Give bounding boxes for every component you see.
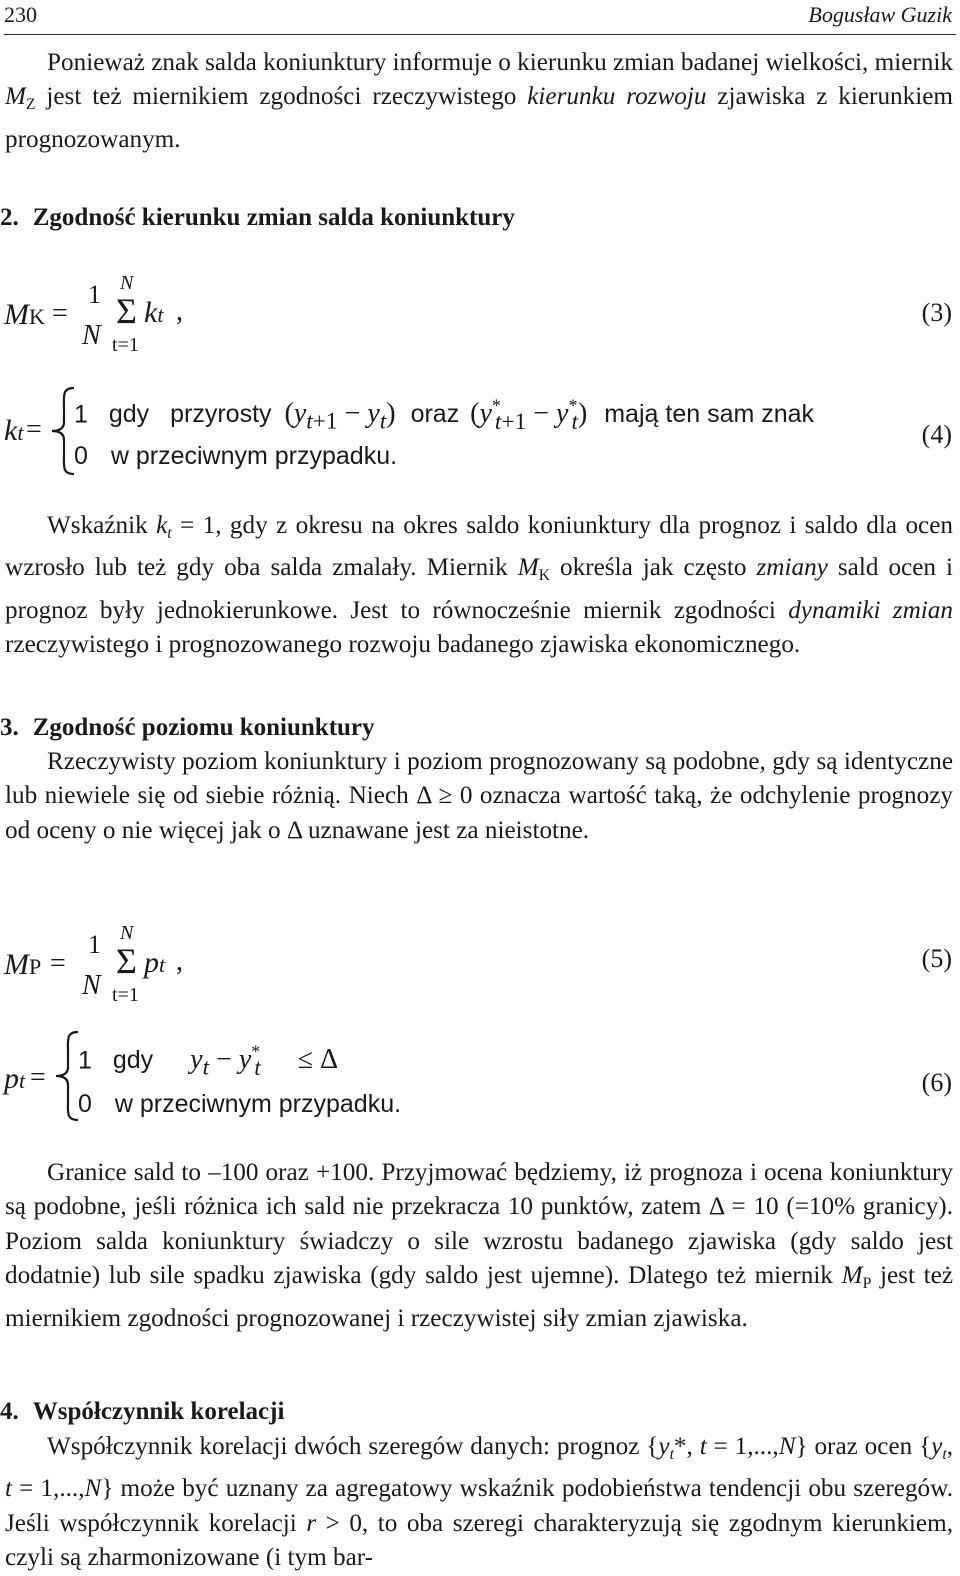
symbol-t: t — [5, 1475, 12, 1503]
text-run: Współczynnik korelacji dwóch szeregów danych: prognoz { — [47, 1433, 659, 1460]
case-word: w przeciwnym przypadku. — [110, 442, 398, 470]
fraction-numerator: 1 — [88, 930, 101, 959]
equation-6 — [0, 1026, 960, 1126]
paragraph-bounds — [5, 1156, 953, 1336]
symbol-n: N — [84, 1475, 102, 1503]
case-word: przyrosty — [170, 400, 272, 429]
text-run: , — [946, 1433, 953, 1460]
eq6-lhs: pt — [4, 1062, 26, 1095]
paragraph-level — [5, 745, 953, 848]
text-run: } może być uznany za agregatowy wskaźnik podobieństwa tendencji obu szeregów. Jeśli współczynnik korelacji — [5, 1475, 953, 1537]
equation-3 — [0, 268, 960, 368]
symbol-k: k — [156, 512, 168, 539]
equation-number: (4) — [921, 420, 952, 449]
fraction-numerator: 1 — [88, 280, 101, 309]
subscript: t — [942, 1445, 947, 1463]
equation-number: (6) — [921, 1068, 952, 1097]
comma: , — [176, 296, 183, 327]
equation-5 — [0, 918, 960, 1018]
text-run: Granice sald to –100 oraz +100. Przyjmować będziemy, iż prognoza i ocena koniunktury są podobne, jeśli różnica ich sald nie przekracza 10 punktów, zatem Δ = 10 (=10% granicy). Poziom salda koniunktury świadczy o sile wzrostu badanego zjawiska (gdy saldo jest dodatnie) lub sile spadku zjawiska (gdy saldo jest ujemne). Dlatego też miernik — [5, 1159, 953, 1290]
text-run: jest też miernikiem zgodności rzeczywistego — [35, 83, 528, 111]
case-2 — [74, 442, 397, 471]
comma: , — [176, 946, 183, 977]
emphasis: dynamiki zmian — [788, 596, 953, 624]
section-number: 4. — [0, 1398, 19, 1425]
text-run: jest też miernikiem zgodności prognozowanej i rzeczywistej siły zmian zjawiska. — [5, 1262, 953, 1332]
emphasis: kierunku rozwoju — [527, 83, 707, 111]
case-2 — [78, 1090, 401, 1119]
text-run: = 1,..., — [706, 1433, 779, 1460]
symbol-m: M — [841, 1262, 863, 1290]
case-word: mają ten sam znak — [604, 400, 815, 429]
subscript: K — [538, 567, 551, 585]
case-word: oraz — [410, 400, 460, 429]
equation-4 — [0, 384, 960, 484]
symbol-n: N — [778, 1433, 796, 1460]
section-title: Współczynnik korelacji — [32, 1398, 285, 1425]
running-header — [4, 0, 956, 35]
section-heading-3 — [0, 714, 375, 742]
relation: ≤ Δ — [297, 1044, 339, 1076]
case-word: gdy — [108, 400, 150, 429]
running-author: Bogusław Guzik — [808, 2, 952, 27]
sum-lower-limit: t=1 — [112, 334, 139, 356]
section-title: Zgodność kierunku zmian salda koniunktury — [32, 204, 515, 231]
equals-sign: = — [52, 298, 68, 329]
equation-number: (3) — [921, 298, 952, 327]
case-word: w przeciwnym przypadku. — [114, 1090, 402, 1118]
fraction-denominator: N — [82, 320, 101, 351]
case-value: 0 — [78, 1090, 92, 1118]
fraction-denominator: N — [82, 970, 101, 1001]
symbol-r: r — [306, 1509, 317, 1537]
page-number: 230 — [4, 2, 37, 27]
eq5-lhs: MP — [4, 948, 42, 981]
sum-upper-limit: N — [120, 922, 134, 944]
symbol-m: M — [517, 554, 539, 582]
text-run: *, — [673, 1433, 700, 1460]
text-run: Rzeczywisty poziom koniunktury i poziom prognozowany są podobne, gdy są identyczne lub niewiele się od siebie różnią. Niech Δ ≥ 0 oznacza wartość taką, że odchylenie prognozy od oceny o nie więcej jak o Δ uznawane jest za nieistotne. — [5, 748, 953, 844]
section-number: 3. — [0, 714, 19, 741]
symbol-y: y — [658, 1433, 670, 1460]
section-heading-2 — [0, 204, 515, 232]
difference-expression: $y_t - y^*_t$ — [190, 1042, 261, 1081]
sum-sign: Σ — [116, 941, 137, 981]
paragraph-kt — [5, 509, 953, 663]
sum-upper-limit: N — [120, 272, 134, 294]
equation-number: (5) — [921, 944, 952, 973]
text-run: określa jak często — [550, 554, 757, 582]
text-run: > 0, to oba szeregi charakteryzują się zgodnym kierunkiem, czyli są zharmonizowane (i tym bar- — [5, 1509, 953, 1572]
subscript: P — [862, 1275, 872, 1293]
section-title: Zgodność poziomu koniunktury — [32, 714, 375, 741]
sum-sign: Σ — [116, 291, 137, 331]
equals-sign: = — [26, 414, 42, 445]
sum-lower-limit: t=1 — [112, 984, 139, 1006]
text-run: sald ocen i prognoz były jednokierunkowe. Jest to równocześnie miernik zgodności — [5, 554, 953, 624]
text-run: Wskaźnik — [47, 512, 157, 539]
text-run: = 1,..., — [12, 1475, 85, 1503]
increment-forecast: $(y^*_{t+1} - y^*_t)$ — [470, 396, 588, 435]
emphasis: zmiany — [756, 554, 828, 582]
text-run: rzeczywistego i prognozowanego rozwoju badanego zjawiska ekonomicznego. — [5, 631, 801, 659]
text-run: = 1, gdy z okresu na okres saldo koniunktury dla prognoz i saldo dla ocen wzrosło lub też gdy oba salda zmalały. Miernik — [5, 512, 953, 582]
text-run: } oraz ocen { — [795, 1433, 932, 1460]
symbol-y: y — [931, 1433, 943, 1460]
subscript: t — [669, 1445, 674, 1463]
paragraph-correlation — [5, 1430, 953, 1576]
symbol-m: M — [5, 83, 26, 111]
equals-sign: = — [30, 1062, 46, 1093]
eq3-lhs: MK — [4, 298, 45, 331]
case-1 — [78, 1042, 338, 1082]
text-run: Ponieważ znak salda koniunktury informuje o kierunku zmian badanej wielkości, miernik — [47, 49, 953, 76]
text-run: zjawiska z kierunkiem prognozowanym. — [5, 83, 953, 153]
section-heading-4 — [0, 1398, 284, 1426]
case-1 — [74, 396, 814, 436]
case-value: 1 — [74, 400, 88, 429]
case-value: 0 — [74, 442, 88, 470]
case-word: gdy — [112, 1046, 154, 1075]
increment-actual: $(y_{t+1} - y_t)$ — [284, 398, 396, 435]
eq3-term: kt — [144, 296, 164, 329]
eq4-lhs: kt — [4, 414, 24, 447]
paragraph-intro — [5, 46, 953, 157]
symbol-t: t — [699, 1433, 707, 1460]
eq5-term: pt — [144, 946, 166, 979]
case-value: 1 — [78, 1046, 92, 1075]
subscript: Z — [25, 96, 36, 114]
equals-sign: = — [50, 948, 66, 979]
section-number: 2. — [0, 204, 19, 231]
subscript: t — [167, 524, 172, 542]
